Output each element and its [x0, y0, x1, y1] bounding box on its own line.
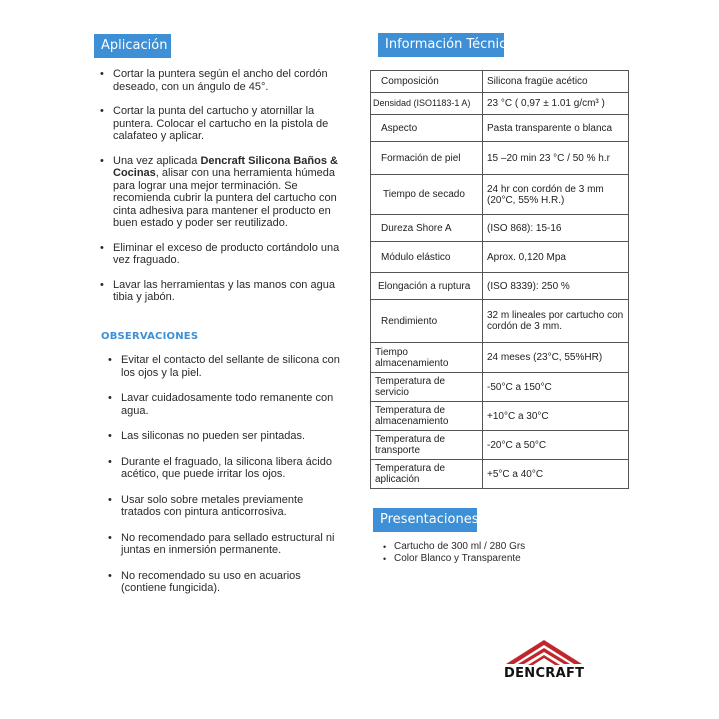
presentaciones-list — [394, 541, 634, 565]
table-row — [371, 242, 629, 273]
row-key: Formación de piel — [371, 142, 483, 175]
aplicacion-list — [113, 68, 343, 316]
presentaciones-header: Presentaciones — [373, 508, 477, 532]
table-row — [371, 460, 629, 489]
table-row — [371, 215, 629, 242]
observaciones-title: OBSERVACIONES — [101, 331, 199, 342]
list-item — [113, 155, 343, 230]
row-key: Composición — [371, 71, 483, 93]
row-key: Densidad (ISO1183-1 A) — [371, 93, 483, 115]
row-value: -20°C a 50°C — [483, 431, 629, 460]
table-row — [371, 300, 629, 343]
row-key: Temperatura de almacenamiento — [371, 402, 483, 431]
table-row — [371, 175, 629, 215]
roof-icon — [506, 640, 582, 665]
item-text: Una vez aplicada — [113, 154, 201, 167]
product-name: Dencraft Silicona Baños & Cocinas — [113, 154, 338, 179]
list-item: • No recomendado para sellado estructural ni juntas en inmersión permanente. — [121, 532, 345, 557]
table-row — [371, 343, 629, 373]
row-value: (ISO 868): 15-16 — [483, 215, 629, 242]
row-key: Temperatura de aplicación — [371, 460, 483, 489]
row-key: Tiempo almacenamiento — [371, 343, 483, 373]
list-item: • Color Blanco y Transparente — [394, 553, 634, 565]
row-key: Elongación a ruptura — [371, 273, 483, 300]
row-key: Temperatura de transporte — [371, 431, 483, 460]
row-value: 32 m lineales por cartucho con cordón de 3 mm. — [483, 300, 629, 343]
row-value: 15 –20 min 23 °C / 50 % h.r — [483, 142, 629, 175]
list-item: • Cortar la puntera según el ancho del cordón deseado, con un ángulo de 45°. — [113, 68, 343, 93]
row-value: (ISO 8339): 250 % — [483, 273, 629, 300]
table-row — [371, 273, 629, 300]
list-item: • Lavar las herramientas y las manos con agua tibia y jabón. — [113, 279, 343, 304]
row-value: Aprox. 0,120 Mpa — [483, 242, 629, 273]
table-row — [371, 71, 629, 93]
row-key: Módulo elástico — [371, 242, 483, 273]
row-key: Aspecto — [371, 115, 483, 142]
observaciones-list — [121, 354, 345, 608]
row-value: 24 hr con cordón de 3 mm (20°C, 55% H.R.) — [483, 175, 629, 215]
row-key: Temperatura de servicio — [371, 373, 483, 402]
table-row — [371, 93, 629, 115]
aplicacion-header: Aplicación — [94, 34, 171, 58]
list-item: • Las siliconas no pueden ser pintadas. — [121, 430, 345, 443]
list-item: • Usar solo sobre metales previamente tratados con pintura anticorrosiva. — [121, 494, 345, 519]
item-text: , alisar con una herramienta húmeda para lograr una mejor terminación. Se recomienda cubrir la puntera del cartucho con cinta adhesiva para mantener el producto en buen estado y poder ser reutilizado. — [113, 167, 337, 229]
list-item: • Evitar el contacto del sellante de silicona con los ojos y la piel. — [121, 354, 345, 379]
table-row — [371, 373, 629, 402]
row-key: Dureza Shore A — [371, 215, 483, 242]
tech-table — [370, 70, 629, 489]
row-value: 23 °C ( 0,97 ± 1.01 g/cm³ ) — [483, 93, 629, 115]
table-row — [371, 431, 629, 460]
row-value: +10°C a 30°C — [483, 402, 629, 431]
table-row — [371, 142, 629, 175]
list-item: • Durante el fraguado, la silicona libera ácido acético, que puede irritar los ojos. — [121, 456, 345, 481]
list-item: • Lavar cuidadosamente todo remanente con agua. — [121, 392, 345, 417]
list-item: • No recomendado su uso en acuarios (contiene fungicida). — [121, 570, 345, 595]
list-item: • Cartucho de 300 ml / 280 Grs — [394, 541, 634, 553]
row-value: -50°C a 150°C — [483, 373, 629, 402]
list-item: • Cortar la punta del cartucho y atornillar la puntera. Colocar el cartucho en la pistola de calafateo y aplicar. — [113, 105, 343, 143]
list-item: • Eliminar el exceso de producto cortándolo una vez fraguado. — [113, 242, 343, 267]
table-row — [371, 402, 629, 431]
table-row — [371, 115, 629, 142]
row-value: 24 meses (23°C, 55%HR) — [483, 343, 629, 373]
brand-name: DENCRAFT — [504, 666, 585, 681]
row-value: +5°C a 40°C — [483, 460, 629, 489]
row-value: Silicona fragüe acético — [483, 71, 629, 93]
row-key: Rendimiento — [371, 300, 483, 343]
info-tecnica-header: Información Técnica — [378, 33, 504, 57]
row-key: Tiempo de secado — [371, 175, 483, 215]
row-value: Pasta transparente o blanca — [483, 115, 629, 142]
